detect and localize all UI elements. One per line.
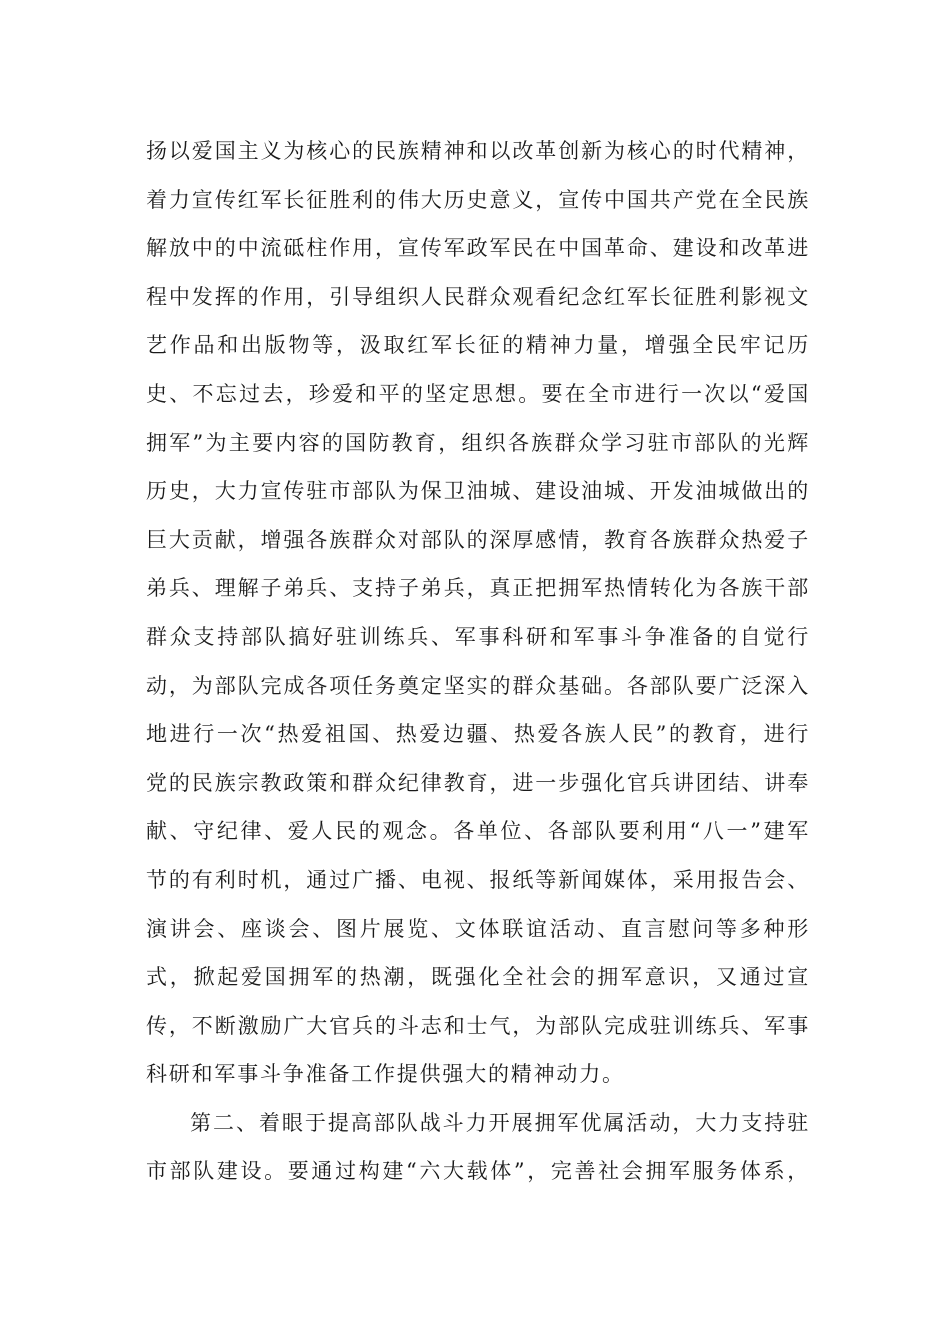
text-line: 群众支持部队搞好驻训练兵、军事科研和军事斗争准备的自觉行 <box>146 624 810 649</box>
text-line: 历史，大力宣传驻市部队为保卫油城、建设油城、开发油城做出的 <box>146 479 810 504</box>
text-line: 弟兵、理解子弟兵、支持子弟兵，真正把拥军热情转化为各族干部 <box>146 576 810 601</box>
text-line: 科研和军事斗争准备工作提供强大的精神动力。 <box>146 1062 625 1087</box>
text-line: 市部队建设。要通过构建“六大载体”，完善社会拥军服务体系， <box>146 1159 810 1184</box>
text-line: 党的民族宗教政策和群众纪律教育，进一步强化官兵讲团结、讲奉 <box>146 770 810 795</box>
text-line: 传，不断激励广大官兵的斗志和士气，为部队完成驻训练兵、军事 <box>146 1013 810 1038</box>
text-line: 扬以爱国主义为核心的民族精神和以改革创新为核心的时代精神， <box>146 139 810 163</box>
text-line: 演讲会、座谈会、图片展览、文体联谊活动、直言慰问等多种形 <box>146 916 810 941</box>
text-line: 式，掀起爱国拥军的热潮，既强化全社会的拥军意识，又通过宣 <box>146 965 810 990</box>
text-line: 地进行一次“热爱祖国、热爱边疆、热爱各族人民”的教育，进行 <box>146 722 810 747</box>
text-line: 着力宣传红军长征胜利的伟大历史意义，宣传中国共产党在全民族 <box>146 187 810 212</box>
text-line: 献、守纪律、爱人民的观念。各单位、各部队要利用“八一”建军 <box>146 819 810 844</box>
text-line: 第二、着眼于提高部队战斗力开展拥军优属活动，大力支持驻 <box>190 1110 810 1135</box>
body-text <box>146 127 810 1196</box>
text-line: 动，为部队完成各项任务奠定坚实的群众基础。各部队要广泛深入 <box>146 673 810 698</box>
text-line: 巨大贡献，增强各族群众对部队的深厚感情，教育各族群众热爱子 <box>146 527 810 552</box>
text-line: 节的有利时机，通过广播、电视、报纸等新闻媒体，采用报告会、 <box>146 867 810 892</box>
text-line: 程中发挥的作用，引导组织人民群众观看纪念红军长征胜利影视文 <box>146 284 810 309</box>
text-line: 史、不忘过去，珍爱和平的坚定思想。要在全市进行一次以“爱国 <box>146 381 810 406</box>
text-line: 拥军”为主要内容的国防教育，组织各族群众学习驻市部队的光辉 <box>146 430 810 455</box>
text-line: 艺作品和出版物等，汲取红军长征的精神力量，增强全民牢记历 <box>146 333 810 358</box>
text-line: 解放中的中流砥柱作用，宣传军政军民在中国革命、建设和改革进 <box>146 236 810 261</box>
